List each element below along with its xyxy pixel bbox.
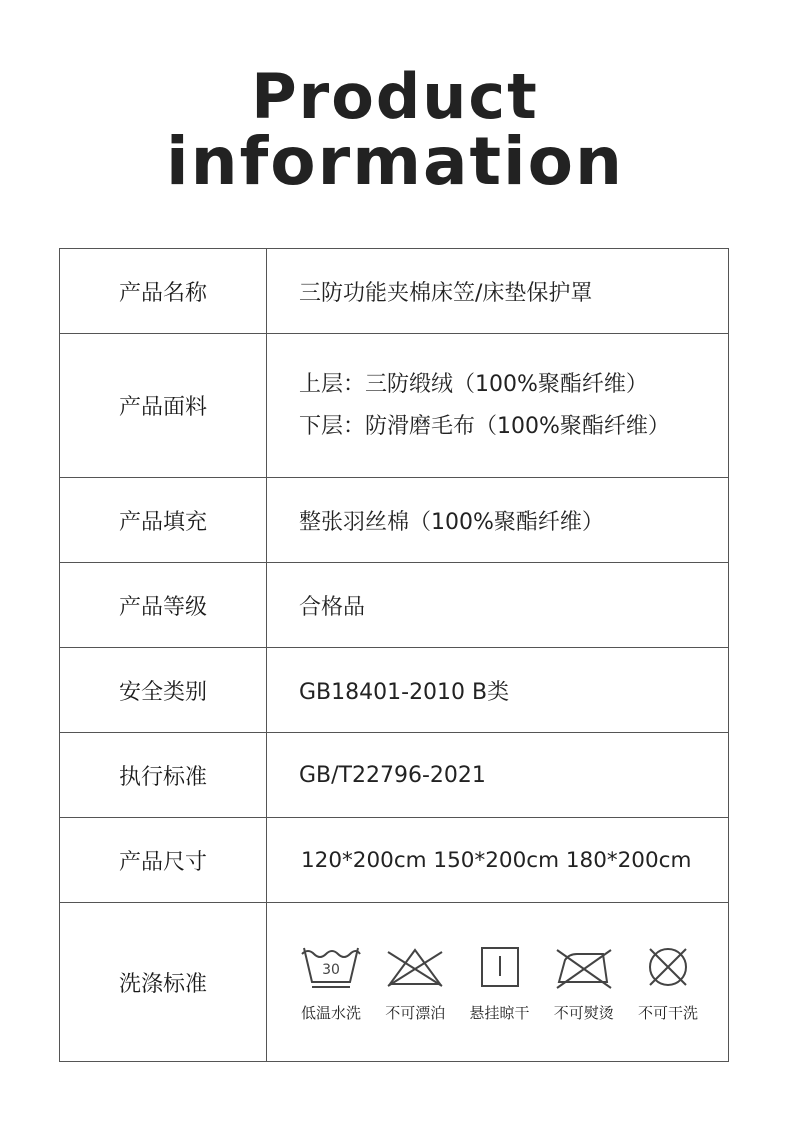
care-item-dryclean [632, 942, 704, 1023]
care-label-iron: 不可熨烫 [553, 1003, 614, 1022]
care-item-wash [295, 942, 367, 1023]
row-value-size: 120*200cm 150*200cm 180*200cm [267, 818, 729, 903]
row-value-grade: 合格品 [267, 563, 729, 648]
table-row [60, 563, 729, 648]
row-value-safety: GB18401-2010 B类 [267, 648, 729, 733]
row-key-fabric: 产品面料 [60, 334, 267, 478]
row-key-standard: 执行标准 [60, 733, 267, 818]
care-label-dryclean: 不可干洗 [637, 1003, 698, 1022]
care-label-wash: 低温水洗 [300, 1003, 361, 1022]
title-line1: Product [251, 60, 539, 133]
no-iron-icon [551, 942, 617, 992]
row-value-standard: GB/T22796-2021 [267, 733, 729, 818]
care-item-dry [464, 942, 536, 1023]
no-bleach-icon [382, 942, 448, 992]
row-key-care: 洗涤标准 [60, 903, 267, 1062]
row-key-safety: 安全类别 [60, 648, 267, 733]
row-value-care [267, 903, 729, 1062]
care-label-dry: 悬挂晾干 [469, 1003, 530, 1022]
row-key-filling: 产品填充 [60, 478, 267, 563]
row-value-filling: 整张羽丝棉（100%聚酯纤维） [267, 478, 729, 563]
table-row [60, 249, 729, 334]
table-row [60, 733, 729, 818]
care-item-iron [548, 942, 620, 1023]
row-value-fabric [267, 334, 729, 478]
no-dry-clean-icon [635, 942, 701, 992]
care-label-bleach: 不可漂泊 [385, 1003, 446, 1022]
hang-dry-icon [467, 942, 533, 992]
table-row [60, 478, 729, 563]
fabric-lower-layer: 下层：防滑磨毛布（100%聚酯纤维） [299, 413, 670, 439]
fabric-upper-layer: 上层：三防缎绒（100%聚酯纤维） [299, 371, 648, 397]
row-key-size: 产品尺寸 [60, 818, 267, 903]
wash-temp: 30 [322, 961, 340, 978]
product-info-table [59, 248, 729, 1062]
wash-30-icon [298, 942, 364, 992]
table-row [60, 334, 729, 478]
table-row [60, 648, 729, 733]
title-line2: information [165, 123, 625, 200]
row-key-name: 产品名称 [60, 249, 267, 334]
row-value-name: 三防功能夹棉床笠/床垫保护罩 [267, 249, 729, 334]
row-key-grade: 产品等级 [60, 563, 267, 648]
table-row [60, 903, 729, 1062]
care-item-bleach [379, 942, 451, 1023]
table-row [60, 818, 729, 903]
care-symbols [267, 942, 728, 1023]
